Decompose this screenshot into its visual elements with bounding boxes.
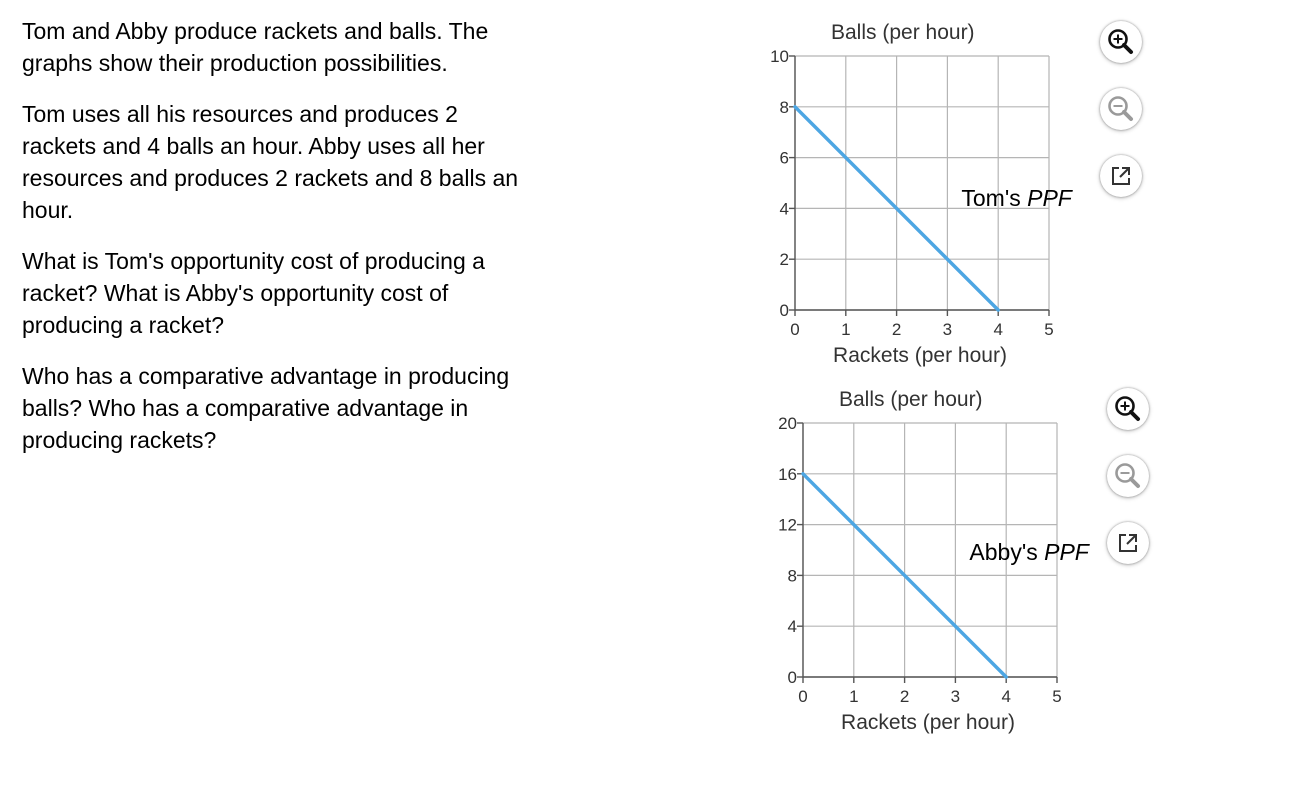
tom-zoom-out-button[interactable] — [1100, 88, 1142, 130]
x-tick-label: 2 — [899, 687, 910, 706]
x-axis-label: Rackets (per hour) — [841, 711, 1015, 734]
x-tick-label: 5 — [1044, 320, 1054, 339]
y-tick-label: 10 — [770, 47, 789, 66]
abby-zoom-out-button[interactable] — [1107, 455, 1149, 497]
x-tick-label: 5 — [1052, 687, 1062, 706]
y-tick-label: 8 — [779, 97, 789, 117]
x-tick-label: 2 — [891, 320, 902, 339]
tom-ppf-chart — [740, 10, 1120, 380]
tom-zoom-in-button[interactable] — [1100, 21, 1142, 63]
y-tick-label: 4 — [787, 617, 797, 637]
x-tick-label: 4 — [1001, 687, 1011, 706]
zoom-out-icon — [1100, 88, 1142, 130]
y-tick-label: 8 — [787, 566, 797, 586]
series-label: Abby's PPF — [969, 539, 1089, 566]
zoom-in-icon — [1107, 388, 1149, 430]
x-tick-label: 3 — [942, 320, 953, 339]
popout-icon — [1107, 522, 1149, 564]
question-paragraph-intro: Tom and Abby produce rackets and balls. The graphs show their production possibilities. — [22, 18, 489, 76]
x-tick-label: 1 — [841, 320, 851, 339]
y-axis-label: Balls (per hour) — [831, 21, 975, 44]
y-tick-label: 16 — [778, 464, 797, 484]
y-tick-label: 4 — [779, 199, 789, 219]
x-axis-label: Rackets (per hour) — [833, 344, 1007, 367]
grid — [795, 56, 1049, 310]
popout-icon — [1100, 155, 1142, 197]
y-tick-label: 20 — [778, 414, 797, 433]
abby-popout-button[interactable] — [1107, 522, 1149, 564]
y-tick-label: 6 — [779, 148, 789, 168]
x-tick-label: 1 — [849, 687, 859, 706]
series-label: Tom's PPF — [961, 184, 1072, 211]
zoom-out-icon — [1107, 455, 1149, 497]
question-text — [22, 15, 522, 475]
abby-zoom-in-button[interactable] — [1107, 388, 1149, 430]
question-paragraph-opportunity-cost: What is Tom's opportunity cost of producing a racket? What is Abby's opportunity cost of producing a racket? — [22, 248, 485, 338]
question-paragraph-comparative-advantage: Who has a comparative advantage in producing balls? Who has a comparative advantage in producing rackets? — [22, 363, 510, 453]
abby-ppf-chart — [740, 377, 1120, 747]
x-tick-label: 0 — [790, 320, 800, 339]
y-tick-label: 12 — [778, 515, 797, 535]
y-tick-label: 0 — [779, 301, 789, 320]
y-tick-label: 0 — [787, 668, 797, 687]
x-tick-label: 0 — [798, 687, 808, 706]
x-tick-label: 4 — [993, 320, 1003, 339]
zoom-in-icon — [1100, 21, 1142, 63]
tom-popout-button[interactable] — [1100, 155, 1142, 197]
x-tick-label: 3 — [950, 687, 961, 706]
y-axis-label: Balls (per hour) — [839, 388, 983, 411]
y-tick-label: 2 — [779, 250, 789, 270]
question-paragraph-production: Tom uses all his resources and produces 2 rackets and 4 balls an hour. Abby uses all her resources and produces 2 rackets and 8 balls an hour. — [22, 101, 519, 223]
